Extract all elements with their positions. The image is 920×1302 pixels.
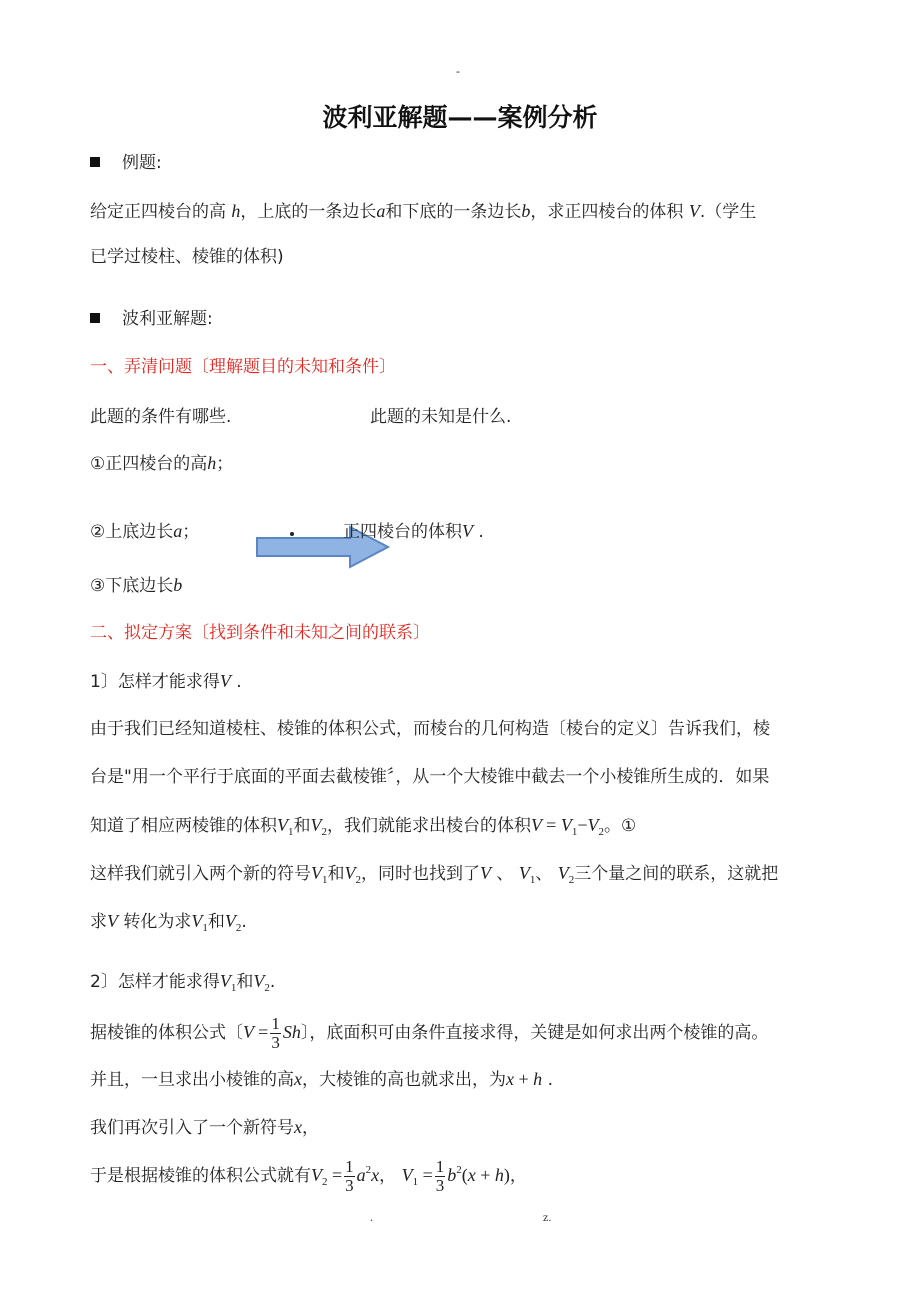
var-h: h — [231, 201, 241, 221]
section1-heading: 一、弄清问题〔理解题目的未知和条件〕 — [90, 357, 396, 377]
var-V2: $V_2$ — [310, 815, 327, 838]
para2-line1 — [90, 862, 778, 891]
para-text: ， — [302, 1118, 319, 1138]
unknown-volume — [343, 520, 484, 543]
para-text: 知道了相应两棱锥的体积 — [90, 816, 277, 836]
condition-text: ①正四棱台的高 — [90, 454, 208, 474]
problem-text: ，上底的一条边长 — [240, 202, 377, 222]
para1-line3 — [90, 814, 636, 843]
para-text: 、 — [535, 864, 553, 884]
condition-2 — [90, 520, 199, 543]
step-tail: . — [269, 972, 276, 992]
para2-line2 — [90, 910, 247, 939]
para-text: 求 — [90, 912, 107, 932]
var-V2: $V_2$ — [224, 911, 242, 934]
fraction-one-third: $\frac{1}{3}$ — [435, 1156, 445, 1195]
section2-heading: 二、拟定方案〔找到条件和未知之间的联系〕 — [90, 623, 430, 643]
para-text: 转化为求 — [123, 912, 192, 932]
unknown-question: 此题的未知是什么. — [370, 407, 512, 427]
para4 — [90, 1116, 319, 1139]
para-text: 和 — [207, 912, 225, 932]
var-x: x — [294, 1117, 302, 1137]
problem-text: ，求正四棱台的体积 — [530, 202, 684, 222]
para-text: 并且，一旦求出小棱锥的高 — [90, 1070, 294, 1090]
fraction-one-third: $\frac{1}{3}$ — [345, 1156, 354, 1195]
para5 — [90, 1148, 527, 1195]
problem-line-2: 已学过棱柱、棱锥的体积) — [90, 247, 284, 267]
var-V1: $V_1$ — [191, 911, 208, 934]
step-tail: . — [236, 672, 242, 692]
para1-line2: 台是"用一个平行于底面的平面去截棱锥〞，从一个大棱锥中截去一个小棱锥所生成的．如果 — [90, 767, 770, 787]
step-label: 2〕怎样才能求得 — [90, 972, 220, 992]
var-b: b — [521, 201, 531, 221]
var-V1: $V_1$ — [219, 971, 237, 994]
formula-pyramid-volume: V = — [243, 1022, 269, 1042]
condition-text: ③下底边长 — [90, 576, 174, 596]
var-V2: $V_2$ — [253, 971, 270, 994]
condition-tail: ； — [216, 454, 234, 474]
para-text: . — [547, 1070, 553, 1090]
formula-v-diff: $V = V_1-V_2$ — [531, 815, 604, 838]
header-mark: - — [456, 64, 460, 78]
example-label: 例题: — [122, 153, 162, 173]
condition-1 — [90, 452, 233, 475]
var-V: V — [480, 863, 491, 883]
formula-V2: $V_2$ = — [311, 1165, 343, 1188]
formula-b2xh: $b^2(x + h)$ — [447, 1164, 510, 1185]
step-label: 1〕怎样才能求得 — [90, 672, 220, 692]
para-text: . — [241, 912, 247, 932]
step-2 — [90, 970, 275, 999]
dot-marker — [290, 532, 294, 536]
conditions-question: 此题的条件有哪些. — [90, 407, 232, 427]
para-text: 于是根据棱锥的体积公式就有 — [90, 1166, 311, 1186]
var-x: x — [294, 1069, 302, 1089]
fraction-one-third: $\frac{1}{3}$ — [271, 1013, 280, 1052]
formula-x-plus-h: x + h — [506, 1069, 543, 1089]
para-text: ， — [379, 1166, 397, 1186]
step-1 — [90, 670, 242, 693]
problem-line-1 — [90, 200, 756, 223]
var-b: b — [173, 575, 183, 595]
condition-3 — [90, 574, 182, 597]
para-text: ，我们就能求出棱台的体积 — [327, 816, 531, 836]
para-text: 我们再次引入了一个新符号 — [90, 1118, 294, 1138]
var-h: h — [207, 453, 217, 473]
para-text: 三个量之间的联系，这就把 — [574, 864, 779, 884]
unknown-text: 正四棱台的体积 — [343, 522, 462, 542]
para-text: ， — [509, 1166, 527, 1186]
var-V1: $V_1$ — [518, 863, 536, 886]
formula-V1: $V_1$ = — [401, 1165, 433, 1188]
para-text: ，大棱锥的高也就求出，为 — [302, 1070, 506, 1090]
problem-text: .（学生 — [699, 202, 757, 222]
para-text: 据棱锥的体积公式〔 — [90, 1023, 243, 1043]
para-text: 这样我们就引入两个新的符号 — [90, 864, 311, 884]
para-text: 和 — [327, 864, 345, 884]
footer-right-mark: z. — [543, 1210, 552, 1224]
var-V2: $V_2$ — [557, 863, 575, 886]
var-V: V — [462, 521, 473, 541]
unknown-tail: . — [478, 522, 484, 542]
step-text: 和 — [236, 972, 254, 992]
para-text: 。① — [603, 816, 637, 836]
polya-heading — [90, 308, 213, 330]
para-text: 、 — [496, 864, 514, 884]
example-heading — [90, 152, 162, 174]
problem-text: 和下底的一条边长 — [385, 202, 522, 222]
var-V: V — [219, 671, 231, 691]
var-V: V — [107, 911, 118, 931]
para-text: 和 — [293, 816, 311, 836]
var-V: V — [688, 201, 700, 221]
para3-line1 — [90, 1012, 768, 1052]
square-bullet-icon — [90, 157, 100, 167]
formula-a2x: $a^2x$ — [356, 1164, 380, 1185]
para3-line2 — [90, 1068, 553, 1091]
page-title: 波利亚解题——案例分析 — [322, 103, 598, 132]
var-V1: $V_1$ — [277, 815, 294, 838]
condition-tail: ； — [182, 522, 200, 542]
formula-Sh: Sh — [282, 1022, 301, 1042]
var-V2: $V_2$ — [344, 863, 361, 886]
problem-text: 给定正四棱台的高 — [90, 202, 226, 222]
var-V1: $V_1$ — [311, 863, 328, 886]
polya-label: 波利亚解题: — [122, 309, 213, 329]
var-a: a — [173, 521, 183, 541]
para-text: 〕，底面积可由条件直接求得，关键是如何求出两个棱锥的高。 — [300, 1023, 769, 1043]
para1-line1: 由于我们已经知道棱柱、棱锥的体积公式，而棱台的几何构造〔棱台的定义〕告诉我们，棱 — [90, 719, 770, 739]
para-text: ，同时也找到了 — [361, 864, 480, 884]
footer-left-mark: . — [370, 1210, 373, 1224]
square-bullet-icon — [90, 313, 100, 323]
condition-text: ②上底边长 — [90, 522, 174, 542]
var-a: a — [376, 201, 386, 221]
